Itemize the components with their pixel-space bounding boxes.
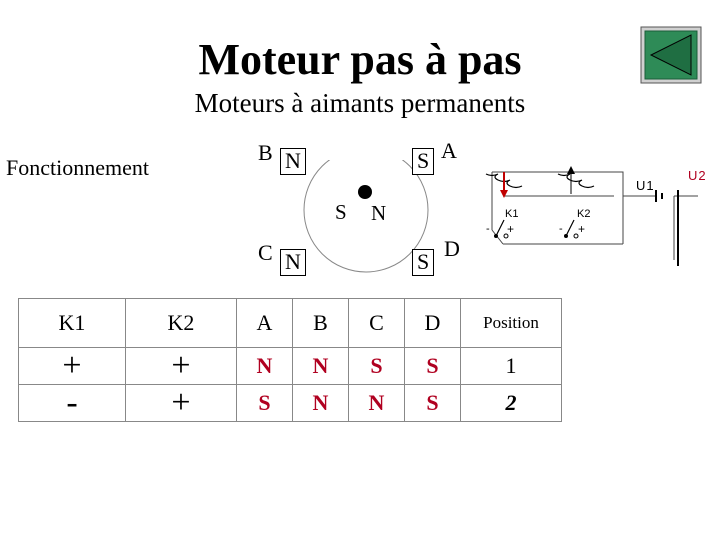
pole-b-label: B [258, 140, 273, 165]
table-row [19, 348, 562, 385]
coil-b-icon [558, 166, 594, 194]
cell-b: N [293, 385, 349, 422]
cell-d: S [405, 385, 461, 422]
k2-plus: + [578, 222, 586, 236]
switch-k2-icon[interactable] [564, 220, 578, 238]
u2-label: U2 [688, 168, 707, 183]
k1-minus: - [486, 223, 490, 235]
pole-b-state: N [280, 148, 306, 175]
cell-position: 2 [461, 385, 562, 422]
table-row [19, 385, 562, 422]
cell-a: S [237, 385, 293, 422]
section-label: Fonctionnement [6, 155, 149, 180]
pole-d-label: D [444, 236, 460, 261]
page-subtitle: Moteurs à aimants permanents [194, 88, 526, 118]
pole-d-state: S [412, 249, 434, 276]
header-k2: K2 [126, 299, 237, 348]
k1-plus: + [507, 222, 515, 236]
pole-a-label: A [441, 138, 457, 163]
cell-c: N [349, 385, 405, 422]
page-title: Moteur pas à pas [198, 35, 522, 84]
header-d: D [405, 299, 461, 348]
cell-k2: + [126, 385, 237, 422]
coil-a-icon [486, 172, 522, 198]
header-b: B [293, 299, 349, 348]
rotor-north: N [371, 201, 387, 225]
cell-k2: + [126, 348, 237, 385]
cell-position: 1 [461, 348, 562, 385]
cell-d: S [405, 348, 461, 385]
triangle-left-icon [640, 26, 702, 84]
rotor-south: S [335, 200, 347, 224]
state-table [18, 298, 562, 422]
back-button[interactable] [640, 26, 702, 84]
cell-c: S [349, 348, 405, 385]
header-k1: K1 [19, 299, 126, 348]
pole-c-state: N [280, 249, 306, 276]
header-c: C [349, 299, 405, 348]
k2-minus: - [559, 223, 563, 235]
cell-k1: - [19, 385, 126, 422]
pole-a-state: S [412, 148, 434, 175]
k2-label: K2 [577, 208, 591, 220]
header-a: A [237, 299, 293, 348]
cell-a: N [237, 348, 293, 385]
cell-b: N [293, 348, 349, 385]
header-position: Position [461, 299, 562, 348]
table-header-row [19, 299, 562, 348]
switch-k1-icon[interactable] [494, 220, 508, 238]
u1-label: U1 [636, 178, 655, 193]
cell-k1: + [19, 348, 126, 385]
k1-label: K1 [505, 208, 519, 220]
pole-c-label: C [258, 240, 273, 265]
